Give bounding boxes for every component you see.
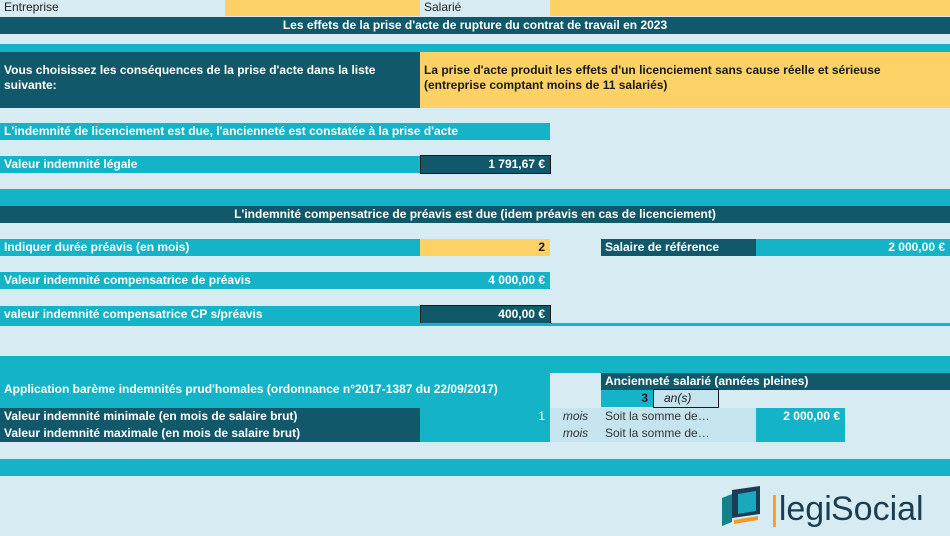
reference-salary-value: 2 000,00 € — [756, 239, 950, 256]
preavis-comp-value: 4 000,00 € — [420, 272, 550, 289]
preavis-comp-label: Valeur indemnité compensatrice de préavis — [0, 272, 420, 289]
divider-bar — [0, 189, 950, 206]
preavis-heading: L'indemnité compensatrice de préavis est due (idem préavis en cas de licenciement) — [0, 206, 950, 223]
min-sum-value: 2 000,00 € — [756, 408, 845, 425]
anciennete-label: Ancienneté salarié (années pleines) — [601, 373, 950, 390]
divider-bar — [0, 459, 950, 476]
anciennete-unit: an(s) — [653, 389, 719, 408]
min-indemnity-unit: mois — [550, 408, 601, 425]
salarie-cell[interactable]: Salarié — [420, 0, 550, 16]
choice-selected-line2: (entreprise comptant moins de 11 salariés) — [424, 78, 668, 92]
min-sum-label: Soit la somme de… — [601, 408, 756, 425]
choice-prompt — [0, 52, 420, 108]
logo-part1: legi — [778, 490, 832, 528]
preavis-duration-label: Indiquer durée préavis (en mois) — [0, 239, 420, 256]
entreprise-input[interactable] — [225, 0, 420, 16]
licenciement-heading: L'indemnité de licenciement est due, l'ancienneté est constatée à la prise d'acte — [0, 123, 550, 140]
preavis-duration-input[interactable]: 2 — [420, 239, 550, 256]
legisocial-logo — [718, 484, 943, 530]
max-sum-value — [756, 425, 845, 442]
divider-bar — [0, 356, 950, 373]
max-indemnity-value — [420, 425, 550, 442]
logo-mark-icon — [718, 484, 768, 530]
logo-text-social: Social — [831, 490, 924, 528]
reference-salary-label: Salaire de référence — [601, 239, 756, 256]
anciennete-value[interactable]: 3 — [601, 390, 653, 407]
preavis-cp-label: valeur indemnité compensatrice CP s/préavis — [0, 306, 420, 323]
salarie-input[interactable] — [550, 0, 950, 16]
min-indemnity-value: 1 — [420, 408, 550, 425]
min-indemnity-label: Valeur indemnité minimale (en mois de salaire brut) — [0, 408, 420, 425]
max-indemnity-unit: mois — [550, 425, 601, 442]
entreprise-cell[interactable]: Entreprise — [0, 0, 225, 16]
legal-indemnity-value: 1 791,67 € — [420, 155, 551, 174]
divider-bar — [0, 44, 950, 52]
page-title: Les effets de la prise d'acte de rupture du contrat de travail en 2023 — [0, 17, 950, 34]
max-indemnity-label: Valeur indemnité maximale (en mois de salaire brut) — [0, 425, 420, 442]
legal-indemnity-label: Valeur indemnité légale — [0, 156, 420, 173]
logo-text-legi: |legi — [770, 490, 832, 528]
choice-selected-line1: La prise d'acte produit les effets d'un licenciement sans cause réelle et sérieuse — [424, 63, 881, 77]
bareme-heading: Application barème indemnités prud'homales (ordonnance n°2017-1387 du 22/09/2017) — [0, 373, 550, 408]
choice-dropdown[interactable] — [420, 52, 950, 108]
choice-prompt-line1: Vous choisissez les conséquences de la prise d'acte dans la liste — [4, 63, 376, 77]
preavis-cp-value: 400,00 € — [420, 305, 551, 324]
max-sum-label: Soit la somme de… — [601, 425, 756, 442]
divider-line — [0, 323, 950, 326]
choice-prompt-line2: suivante: — [4, 78, 57, 92]
